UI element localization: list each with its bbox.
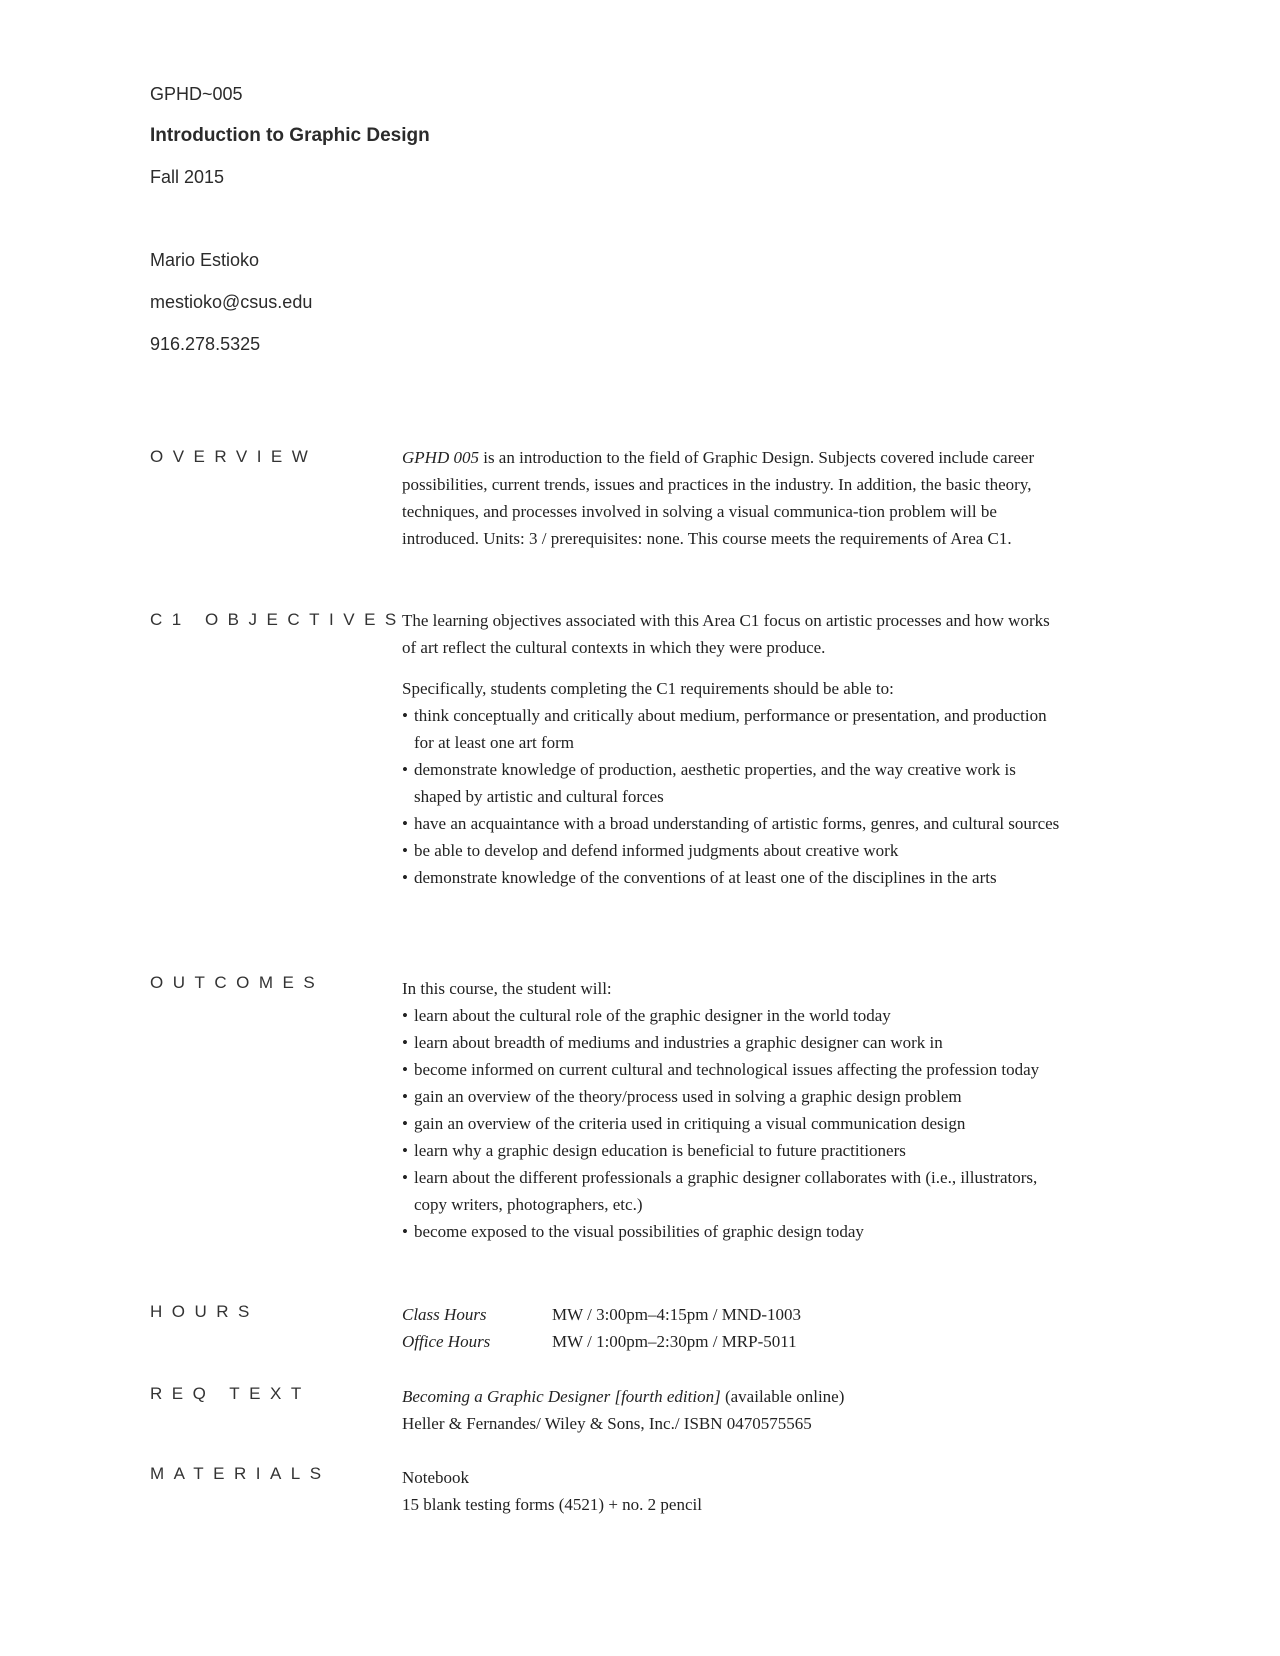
outcomes-list [402, 1002, 1062, 1245]
outcomes-label: OUTCOMES [150, 973, 325, 992]
instructor-email: mestioko@csus.edu [150, 292, 313, 312]
list-item: • become exposed to the visual possibilities of graphic design today [402, 1218, 1062, 1245]
req-text-label: REQ TEXT [150, 1384, 311, 1403]
instructor-name: Mario Estioko [150, 250, 260, 270]
book-availability: (available online) [720, 1387, 845, 1406]
objectives-body [402, 607, 1062, 891]
overview-course-ref: GPHD 005 [402, 448, 479, 467]
course-code: GPHD~005 [150, 84, 243, 104]
hours-label: HOURS [150, 1302, 259, 1321]
overview-label: OVERVIEW [150, 447, 318, 466]
list-item: • learn about the different professionals a graphic designer collaborates with (i.e., illustrators, copy writers, photographers, etc.) [402, 1164, 1062, 1218]
class-hours-row [402, 1301, 1062, 1328]
office-hours-value: MW / 1:00pm–2:30pm / MRP-5011 [552, 1332, 797, 1351]
list-item: • gain an overview of the criteria used in critiquing a visual communication design [402, 1110, 1062, 1137]
list-item: • become informed on current cultural and technological issues affecting the profession today [402, 1056, 1062, 1083]
outcomes-body [402, 975, 1062, 1245]
list-item: 15 blank testing forms (4521) + no. 2 pencil [402, 1495, 702, 1514]
list-item: • have an acquaintance with a broad understanding of artistic forms, genres, and cultural sources [402, 810, 1062, 837]
office-hours-label: Office Hours [402, 1332, 491, 1351]
materials-label: MATERIALS [150, 1464, 331, 1483]
office-hours-row [402, 1328, 1062, 1355]
objectives-lead: Specifically, students completing the C1 requirements should be able to: [402, 679, 894, 698]
list-item: • think conceptually and critically about medium, performance or presentation, and production for at least one art form [402, 702, 1062, 756]
list-item: • learn why a graphic design education is beneficial to future practitioners [402, 1137, 1062, 1164]
list-item: Notebook [402, 1468, 470, 1487]
overview-text: is an introduction to the field of Graphic Design. Subjects covered include career possibilities, current trends, issues and practices in the industry. In addition, the basic theory, techniques, and processes involved in solving a visual communica-tion problem will be introduced. Units: 3 / prerequisites: none. This course meets the requirements of Area C1. [402, 448, 1035, 548]
list-item: • demonstrate knowledge of production, aesthetic properties, and the way creative work is shaped by artistic and cultural forces [402, 756, 1062, 810]
overview-body [402, 444, 1062, 552]
objectives-label: C1 OBJECTIVES [150, 610, 406, 629]
outcomes-lead: In this course, the student will: [402, 979, 612, 998]
hours-body [402, 1301, 1062, 1355]
list-item: • demonstrate knowledge of the conventions of at least one of the disciplines in the arts [402, 864, 1062, 891]
objectives-list [402, 702, 1062, 891]
list-item: • be able to develop and defend informed judgments about creative work [402, 837, 1062, 864]
materials-body [402, 1464, 1062, 1518]
objectives-intro: The learning objectives associated with this Area C1 focus on artistic processes and how works of art reflect the cultural contexts in which they were produce. [402, 611, 1050, 657]
list-item: • learn about breadth of mediums and industries a graphic designer can work in [402, 1029, 1062, 1056]
req-text-body [402, 1383, 1062, 1437]
course-term: Fall 2015 [150, 167, 225, 187]
publisher-line: Heller & Fernandes/ Wiley & Sons, Inc./ ISBN 0470575565 [402, 1414, 812, 1433]
list-item: • learn about the cultural role of the graphic designer in the world today [402, 1002, 1062, 1029]
book-title: Becoming a Graphic Designer [fourth edition] [402, 1387, 721, 1406]
course-title: Introduction to Graphic Design [150, 125, 430, 146]
list-item: • gain an overview of the theory/process used in solving a graphic design problem [402, 1083, 1062, 1110]
class-hours-value: MW / 3:00pm–4:15pm / MND-1003 [552, 1305, 802, 1324]
instructor-phone: 916.278.5325 [150, 334, 261, 354]
class-hours-label: Class Hours [402, 1305, 487, 1324]
